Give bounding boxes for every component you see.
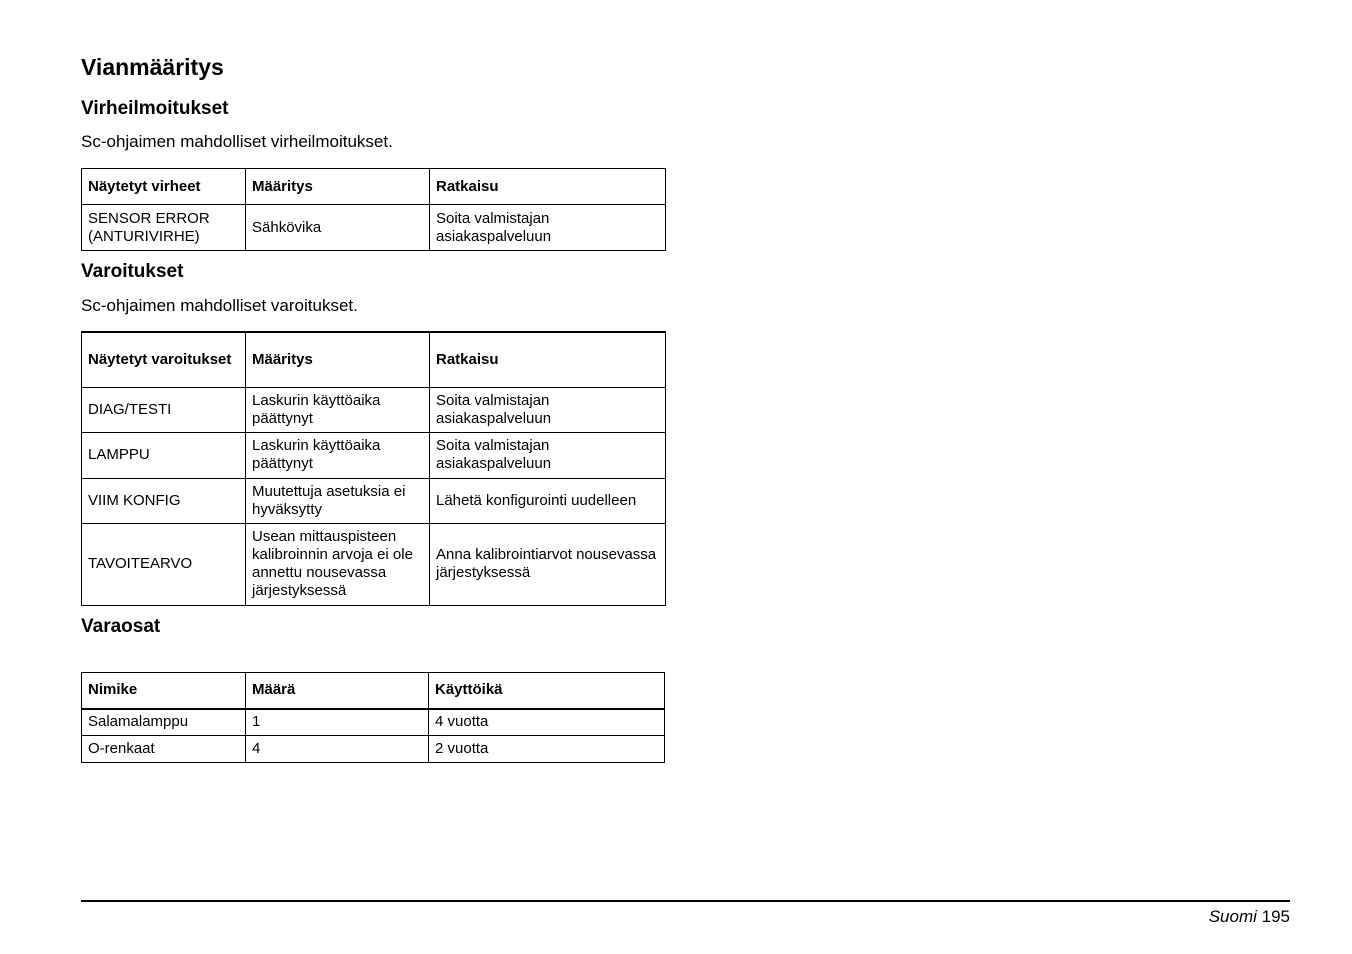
table-cell: O-renkaat xyxy=(82,736,246,763)
table-cell: Muutettuja asetuksia ei hyväksytty xyxy=(246,478,430,523)
warnings-intro: Sc-ohjaimen mahdolliset varoitukset. xyxy=(81,296,358,315)
table-row xyxy=(82,736,665,763)
table-cell: Laskurin käyttöaika päättynyt xyxy=(246,432,430,478)
table-row xyxy=(82,205,666,251)
table-header-row xyxy=(82,673,665,709)
table-cell: Soita valmistajan asiakaspalveluun xyxy=(430,432,666,478)
errors-heading: Virheilmoitukset xyxy=(81,98,229,119)
table-cell: 4 xyxy=(246,736,429,763)
footer-language: Suomi xyxy=(1208,907,1257,926)
table-cell: Anna kalibrointiarvot nousevassa järjestyksessä xyxy=(430,523,666,605)
table-cell: Lähetä konfigurointi uudelleen xyxy=(430,478,666,523)
table-cell: Soita valmistajan asiakaspalveluun xyxy=(430,205,666,251)
errors-intro: Sc-ohjaimen mahdolliset virheilmoitukset. xyxy=(81,132,393,151)
footer-divider xyxy=(81,900,1290,902)
parts-table xyxy=(81,672,665,763)
table-row xyxy=(82,432,666,478)
table-row xyxy=(82,478,666,523)
table-row xyxy=(82,387,666,432)
table-cell: LAMPPU xyxy=(82,432,246,478)
column-header: Määritys xyxy=(246,332,430,387)
page-number: 195 xyxy=(1261,907,1290,926)
table-header-row xyxy=(82,332,666,387)
table-cell: 2 vuotta xyxy=(429,736,665,763)
page-title: Vianmääritys xyxy=(81,54,224,80)
column-header: Näytetyt virheet xyxy=(82,169,246,205)
warnings-heading: Varoitukset xyxy=(81,261,184,282)
table-cell: 1 xyxy=(246,709,429,736)
page-footer xyxy=(1209,907,1290,927)
table-cell: Laskurin käyttöaika päättynyt xyxy=(246,387,430,432)
table-cell: Soita valmistajan asiakaspalveluun xyxy=(430,387,666,432)
table-row xyxy=(82,709,665,736)
table-cell: Sähkövika xyxy=(246,205,430,251)
warnings-table xyxy=(81,331,666,606)
column-header: Näytetyt varoitukset xyxy=(82,332,246,387)
table-cell: SENSOR ERROR (ANTURIVIRHE) xyxy=(82,205,246,251)
column-header: Ratkaisu xyxy=(430,332,666,387)
table-cell: Usean mittauspisteen kalibroinnin arvoja ei ole annettu nousevassa järjestyksessä xyxy=(246,523,430,605)
table-cell: 4 vuotta xyxy=(429,709,665,736)
parts-heading: Varaosat xyxy=(81,616,161,637)
errors-table xyxy=(81,168,666,251)
column-header: Ratkaisu xyxy=(430,169,666,205)
table-cell: VIIM KONFIG xyxy=(82,478,246,523)
table-cell: DIAG/TESTI xyxy=(82,387,246,432)
column-header: Määrä xyxy=(246,673,429,709)
table-header-row xyxy=(82,169,666,205)
table-cell: Salamalamppu xyxy=(82,709,246,736)
column-header: Määritys xyxy=(246,169,430,205)
table-cell: TAVOITEARVO xyxy=(82,523,246,605)
column-header: Käyttöikä xyxy=(429,673,665,709)
column-header: Nimike xyxy=(82,673,246,709)
table-row xyxy=(82,523,666,605)
